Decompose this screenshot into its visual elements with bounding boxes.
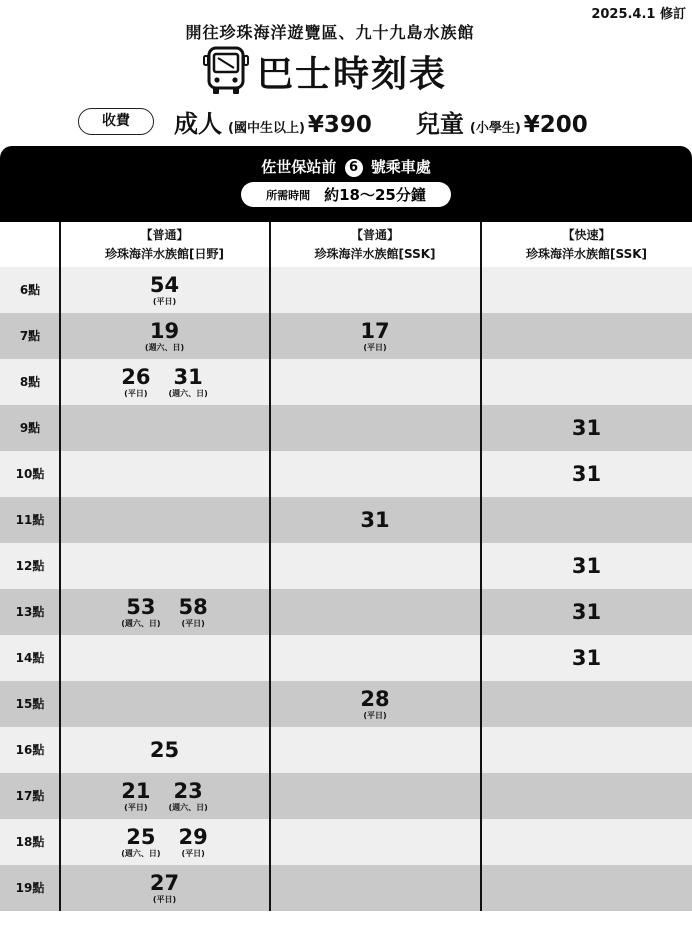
table-row xyxy=(0,865,692,911)
table-row xyxy=(0,497,692,543)
stop-platform: 號乘車處 xyxy=(370,158,431,176)
table-row xyxy=(0,727,692,773)
departure-time xyxy=(121,594,161,628)
departure-minute: 31 xyxy=(173,364,203,389)
service-day-note: (週六、日) xyxy=(144,342,185,352)
hour-label: 9點 xyxy=(19,421,41,435)
departure-cell xyxy=(481,359,692,405)
departure-cell xyxy=(60,405,269,451)
departure-cell xyxy=(270,635,480,681)
fare-row xyxy=(78,104,588,139)
hour-label: 15點 xyxy=(15,697,45,711)
adult-note: (國中生以上) xyxy=(228,121,305,136)
departure-cell xyxy=(60,865,269,911)
departure-cell xyxy=(270,497,480,543)
destination-title: 開往珍珠海洋遊覽區、九十九島水族館 xyxy=(185,23,475,42)
hour-label: 17點 xyxy=(15,789,45,803)
departure-cell xyxy=(481,727,692,773)
departure-minute: 25 xyxy=(126,824,156,849)
hour-label: 14點 xyxy=(15,651,45,665)
column-divider xyxy=(59,222,61,911)
service-day-note: (平日) xyxy=(152,296,177,306)
departure-time xyxy=(149,737,180,762)
column-header xyxy=(270,226,480,264)
child-note: (小學生) xyxy=(469,121,521,136)
departure-time xyxy=(149,272,180,306)
departure-cell xyxy=(270,405,480,451)
departure-cell xyxy=(481,451,692,497)
service-day-note: (平日) xyxy=(363,710,387,720)
service-day-note: (週六、日) xyxy=(121,618,161,628)
departure-time xyxy=(121,364,151,398)
route-type: 【快速】 xyxy=(562,228,611,242)
departure-time xyxy=(360,507,390,532)
departure-cell xyxy=(481,267,692,313)
departure-cell xyxy=(481,497,692,543)
departure-cell xyxy=(481,819,692,865)
departure-cell xyxy=(481,773,692,819)
departure-cell xyxy=(60,635,269,681)
page-title: 巴士時刻表 xyxy=(256,53,447,95)
departure-cell xyxy=(481,681,692,727)
departure-cell xyxy=(60,589,269,635)
departure-minute: 31 xyxy=(571,599,602,624)
departure-time xyxy=(121,824,161,858)
table-row xyxy=(0,635,692,681)
departure-minute: 27 xyxy=(149,870,180,895)
duration-pill xyxy=(241,182,451,207)
departure-cell xyxy=(481,635,692,681)
service-day-note: (平日) xyxy=(124,802,148,812)
departure-cell xyxy=(60,727,269,773)
table-row xyxy=(0,819,692,865)
table-row xyxy=(0,589,692,635)
column-divider xyxy=(269,222,271,911)
departure-time xyxy=(571,645,602,670)
service-day-note: (平日) xyxy=(152,894,177,904)
departure-cell xyxy=(270,727,480,773)
header xyxy=(0,0,692,146)
departure-cell xyxy=(60,313,269,359)
duration-value: 約18〜25分鐘 xyxy=(324,186,426,204)
service-day-note: (週六、日) xyxy=(121,848,161,858)
hour-label: 11點 xyxy=(15,513,45,527)
table-row xyxy=(0,451,692,497)
table-row xyxy=(0,267,692,313)
column-header xyxy=(481,226,692,264)
departure-time xyxy=(149,870,180,904)
departure-cell xyxy=(60,267,269,313)
departure-minute: 29 xyxy=(178,824,208,849)
route-type: 【普通】 xyxy=(140,228,189,242)
stop-name: 佐世保站前 xyxy=(261,158,337,176)
departure-time xyxy=(571,553,602,578)
title-row xyxy=(0,44,650,98)
child-label: 兒童 xyxy=(415,110,464,138)
service-day-note: (平日) xyxy=(181,618,205,628)
departure-cell xyxy=(60,451,269,497)
service-day-note: (週六、日) xyxy=(168,802,208,812)
departure-time xyxy=(178,824,208,858)
table-row xyxy=(0,681,692,727)
departure-time xyxy=(168,364,208,398)
departure-minute: 31 xyxy=(571,553,602,578)
departure-minute: 58 xyxy=(178,594,208,619)
departure-cell xyxy=(270,589,480,635)
departure-cell xyxy=(270,313,480,359)
revision-date: 2025.4.1 修訂 xyxy=(591,7,686,22)
departure-minute: 28 xyxy=(360,686,390,711)
bus-icon xyxy=(203,44,251,98)
service-day-note: (週六、日) xyxy=(168,388,208,398)
departure-cell xyxy=(481,405,692,451)
departure-time xyxy=(571,415,602,440)
stop-info xyxy=(0,156,692,177)
adult-label: 成人 xyxy=(174,110,222,138)
route-type: 【普通】 xyxy=(350,228,399,242)
departure-cell xyxy=(270,451,480,497)
hour-label: 13點 xyxy=(15,605,45,619)
departure-minute: 25 xyxy=(149,737,180,762)
departure-cell xyxy=(270,267,480,313)
departure-time xyxy=(571,599,602,624)
table-row xyxy=(0,773,692,819)
child-price: ¥200 xyxy=(523,112,588,138)
service-day-note: (平日) xyxy=(124,388,148,398)
departure-time xyxy=(144,318,185,352)
departure-time xyxy=(121,778,151,812)
departure-minute: 19 xyxy=(149,318,180,343)
departure-minute: 31 xyxy=(360,507,390,532)
departure-minute: 21 xyxy=(121,778,151,803)
departure-cell xyxy=(270,543,480,589)
departure-cell xyxy=(60,543,269,589)
departure-minute: 54 xyxy=(149,272,180,297)
hour-label: 10點 xyxy=(15,467,45,481)
hour-label: 8點 xyxy=(19,375,41,389)
departure-cell xyxy=(60,681,269,727)
departure-cell xyxy=(270,359,480,405)
departure-cell xyxy=(60,773,269,819)
departure-time xyxy=(571,461,602,486)
departure-cell xyxy=(481,313,692,359)
departure-cell xyxy=(60,359,269,405)
hour-label: 12點 xyxy=(15,559,45,573)
departure-time xyxy=(168,778,208,812)
route-destination: 珍珠海洋水族館[SSK] xyxy=(314,247,436,261)
departure-minute: 53 xyxy=(126,594,156,619)
departure-time xyxy=(360,686,390,720)
column-headers xyxy=(0,222,692,267)
departure-minute: 31 xyxy=(571,461,602,486)
service-day-note: (平日) xyxy=(363,342,387,352)
hour-label: 18點 xyxy=(15,835,45,849)
departure-minute: 26 xyxy=(121,364,151,389)
hour-label: 16點 xyxy=(15,743,45,757)
stop-banner xyxy=(0,146,692,222)
departure-cell xyxy=(481,865,692,911)
route-destination: 珍珠海洋水族館[日野] xyxy=(105,247,224,261)
hour-label: 19點 xyxy=(15,881,45,895)
route-destination: 珍珠海洋水族館[SSK] xyxy=(525,247,647,261)
departure-cell xyxy=(270,865,480,911)
departure-minute: 31 xyxy=(571,645,602,670)
departure-minute: 31 xyxy=(571,415,602,440)
duration-label: 所需時間 xyxy=(266,188,311,202)
departure-cell xyxy=(270,773,480,819)
hour-label: 7點 xyxy=(19,329,41,343)
departure-cell xyxy=(481,589,692,635)
column-divider xyxy=(480,222,482,911)
table-row xyxy=(0,405,692,451)
departure-cell xyxy=(481,543,692,589)
service-day-note: (平日) xyxy=(181,848,205,858)
departure-time xyxy=(178,594,208,628)
departure-minute: 23 xyxy=(173,778,203,803)
departure-cell xyxy=(60,497,269,543)
departure-cell xyxy=(60,819,269,865)
adult-price: ¥390 xyxy=(307,112,372,138)
stop-number-badge: 6 xyxy=(345,159,363,177)
departure-cell xyxy=(270,819,480,865)
fare-label: 收費 xyxy=(78,108,154,135)
table-row xyxy=(0,359,692,405)
table-row xyxy=(0,313,692,359)
departure-time xyxy=(360,318,390,352)
hour-label: 6點 xyxy=(19,283,41,297)
departure-minute: 17 xyxy=(360,318,390,343)
column-header xyxy=(60,226,269,264)
table-row xyxy=(0,543,692,589)
departure-cell xyxy=(270,681,480,727)
